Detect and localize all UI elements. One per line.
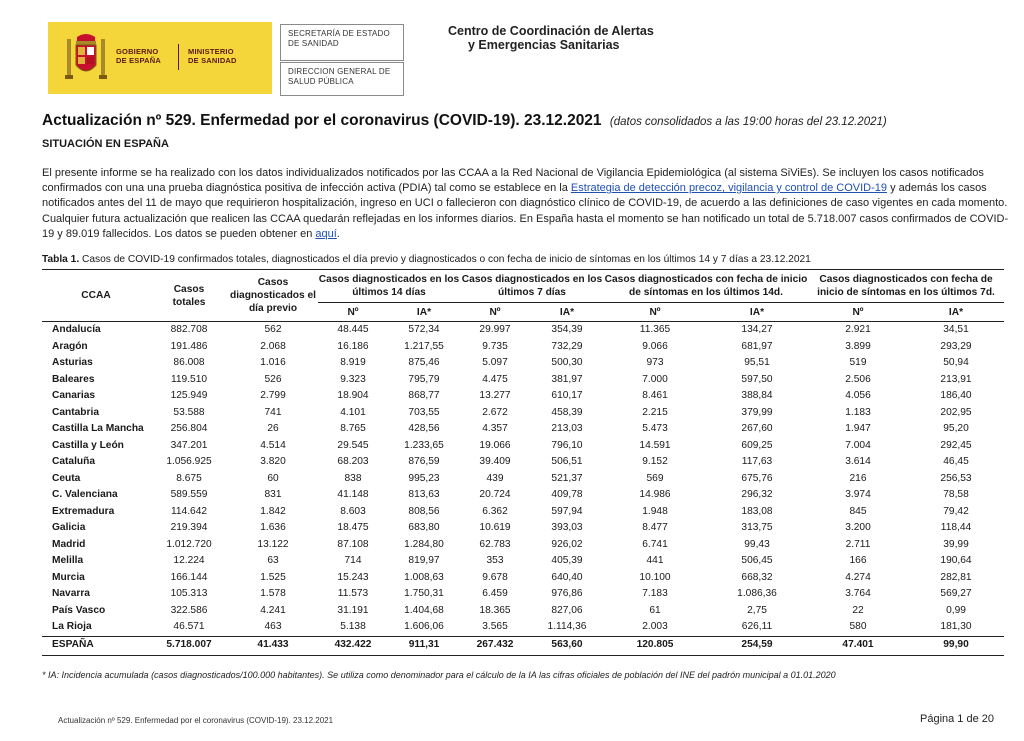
value-cell: 313,75 bbox=[741, 522, 773, 533]
value-cell: 4.101 bbox=[340, 406, 366, 418]
value-cell: 2.711 bbox=[845, 538, 871, 550]
value-cell: 353 bbox=[486, 555, 504, 566]
value-cell: 322.586 bbox=[170, 604, 208, 616]
value-cell: 41.148 bbox=[337, 489, 369, 500]
value-cell: 8.919 bbox=[340, 357, 366, 368]
value-cell: 13.122 bbox=[257, 538, 289, 550]
value-cell: 12.224 bbox=[173, 555, 205, 566]
value-cell: 813,63 bbox=[408, 489, 440, 500]
ccaa-name-cell: Cantabria bbox=[52, 406, 99, 418]
data-source-link[interactable]: aquí bbox=[315, 227, 337, 240]
value-cell: 838 bbox=[344, 472, 362, 484]
value-cell: 119.510 bbox=[170, 373, 208, 385]
value-cell: 1.842 bbox=[260, 505, 286, 517]
value-cell: 256.804 bbox=[170, 423, 208, 434]
ccaa-name-cell: Extremadura bbox=[52, 505, 115, 517]
center-title-line-1: Centro de Coordinación de Alertas bbox=[448, 24, 654, 38]
ccaa-name-cell: La Rioja bbox=[52, 621, 92, 632]
value-cell: 8.477 bbox=[642, 522, 668, 533]
value-cell: 14.591 bbox=[639, 439, 671, 451]
value-cell: 6.362 bbox=[482, 505, 508, 517]
total-value-cell: 254,59 bbox=[706, 636, 808, 655]
ccaa-name-cell: Aragón bbox=[52, 340, 88, 352]
value-cell: 562 bbox=[264, 324, 282, 335]
value-cell: 78,58 bbox=[943, 489, 969, 500]
table-row bbox=[42, 372, 1004, 389]
value-cell: 2.003 bbox=[642, 621, 668, 632]
value-cell: 500,30 bbox=[551, 357, 583, 368]
table-row bbox=[42, 520, 1004, 537]
table-body bbox=[42, 322, 1004, 637]
page-title-subtitle: (datos consolidados a las 19:00 horas del 23.12.2021) bbox=[609, 116, 887, 128]
table-row bbox=[42, 603, 1004, 620]
intro-paragraph bbox=[42, 166, 1017, 242]
header-prev-day: Casos diagnosticados el día previo bbox=[228, 270, 318, 322]
section-title: SITUACIÓN EN ESPAÑA bbox=[42, 138, 169, 150]
page-number: Página 1 de 20 bbox=[920, 713, 995, 725]
value-cell: 79,42 bbox=[943, 505, 969, 517]
value-cell: 4.475 bbox=[482, 373, 508, 385]
value-cell: 347.201 bbox=[170, 439, 208, 451]
value-cell: 609,25 bbox=[741, 439, 773, 451]
value-cell: 282,81 bbox=[940, 571, 972, 583]
value-cell: 831 bbox=[264, 489, 282, 500]
table-row bbox=[42, 421, 1004, 438]
value-cell: 597,50 bbox=[741, 373, 773, 385]
value-cell: 714 bbox=[344, 555, 362, 566]
value-cell: 675,76 bbox=[741, 472, 773, 484]
center-title-line-2: y Emergencias Sanitarias bbox=[468, 38, 620, 52]
value-cell: 882.708 bbox=[170, 324, 208, 335]
value-cell: 845 bbox=[849, 505, 867, 517]
value-cell: 1.233,65 bbox=[404, 439, 444, 451]
ccaa-name-cell: Canarias bbox=[52, 390, 96, 401]
table-caption-label: Tabla 1. bbox=[42, 254, 80, 265]
value-cell: 1.012.720 bbox=[166, 538, 212, 550]
value-cell: 1.217,55 bbox=[404, 340, 444, 352]
government-label bbox=[116, 47, 161, 65]
ccaa-name-cell: País Vasco bbox=[52, 604, 106, 616]
value-cell: 354,39 bbox=[551, 324, 583, 335]
header-sym7: Casos diagnosticados con fecha de inicio de síntomas en los últimos 7d. bbox=[808, 270, 1004, 303]
value-cell: 1.183 bbox=[845, 406, 871, 418]
value-cell: 409,78 bbox=[551, 489, 583, 500]
logo-divider bbox=[178, 44, 179, 70]
value-cell: 86.008 bbox=[173, 357, 205, 368]
ccaa-name-cell: Baleares bbox=[52, 373, 95, 385]
ccaa-name-cell: Galicia bbox=[52, 522, 86, 533]
value-cell: 381,97 bbox=[551, 373, 583, 385]
value-cell: 296,32 bbox=[741, 489, 773, 500]
table-footnote: * IA: Incidencia acumulada (casos diagnosticados/100.000 habitantes). Se utiliza como denominador para el cálculo de la IA las cifras oficiales de población del INE del padrón municipal a 01.01.2020 bbox=[42, 670, 836, 680]
value-cell: 1.606,06 bbox=[404, 621, 444, 632]
total-row bbox=[42, 636, 1004, 655]
value-cell: 118,44 bbox=[940, 522, 972, 533]
value-cell: 99,43 bbox=[744, 538, 770, 550]
value-cell: 3.974 bbox=[845, 489, 871, 500]
value-cell: 10.100 bbox=[639, 571, 671, 583]
value-cell: 1.404,68 bbox=[404, 604, 444, 616]
table-row bbox=[42, 454, 1004, 471]
value-cell: 875,46 bbox=[408, 357, 440, 368]
value-cell: 9.066 bbox=[642, 340, 668, 352]
page-title bbox=[42, 112, 887, 130]
value-cell: 5.138 bbox=[340, 621, 366, 632]
secretaria-line-2: DE SANIDAD bbox=[288, 39, 339, 48]
value-cell: 995,23 bbox=[408, 472, 440, 484]
covid-cases-table bbox=[42, 269, 1004, 656]
value-cell: 39,99 bbox=[943, 538, 969, 550]
value-cell: 926,02 bbox=[551, 538, 583, 550]
value-cell: 19.066 bbox=[479, 439, 511, 451]
value-cell: 125.949 bbox=[170, 390, 208, 401]
table-row bbox=[42, 471, 1004, 488]
value-cell: 572,34 bbox=[408, 324, 440, 335]
ccaa-name-cell: Castilla y León bbox=[52, 439, 124, 451]
value-cell: 795,79 bbox=[408, 373, 440, 385]
value-cell: 14.986 bbox=[639, 489, 671, 500]
value-cell: 7.183 bbox=[642, 588, 668, 599]
value-cell: 219.394 bbox=[170, 522, 208, 533]
value-cell: 1.086,36 bbox=[737, 588, 777, 599]
header-n: Nº bbox=[318, 303, 388, 322]
total-value-cell: 41.433 bbox=[228, 636, 318, 655]
value-cell: 681,97 bbox=[741, 340, 773, 352]
gov-line-2: DE ESPAÑA bbox=[116, 56, 162, 65]
value-cell: 48.445 bbox=[337, 324, 369, 335]
value-cell: 8.461 bbox=[642, 390, 668, 401]
value-cell: 3.565 bbox=[482, 621, 508, 632]
header-ia: IA* bbox=[706, 303, 808, 322]
value-cell: 439 bbox=[486, 472, 504, 484]
ccaa-name-cell: Cataluña bbox=[52, 456, 96, 467]
paragraph-text-1: El presente informe se ha realizado con los datos individualizados notificados por las CCAA a la Red Nacional de Vigilancia Epidemiológica (al sistema SiViEs). Se incluyen los casos notificados confirmados con una una prueba diagnóstica positiva de infección activa (PDIA) tal como se establece en la bbox=[42, 167, 984, 195]
value-cell: 569 bbox=[646, 472, 664, 484]
value-cell: 626,11 bbox=[741, 621, 773, 632]
value-cell: 597,94 bbox=[551, 505, 583, 517]
coat-of-arms-icon bbox=[64, 31, 108, 83]
value-cell: 4.357 bbox=[482, 423, 508, 434]
table-row bbox=[42, 405, 1004, 422]
value-cell: 31.191 bbox=[337, 604, 369, 616]
value-cell: 9.152 bbox=[642, 456, 668, 467]
value-cell: 1.008,63 bbox=[404, 571, 444, 583]
value-cell: 60 bbox=[267, 472, 279, 484]
value-cell: 388,84 bbox=[741, 390, 773, 401]
value-cell: 39.409 bbox=[479, 456, 511, 467]
ccaa-name-cell: Castilla La Mancha bbox=[52, 423, 144, 434]
value-cell: 61 bbox=[649, 604, 661, 616]
value-cell: 1.525 bbox=[260, 571, 286, 583]
value-cell: 166.144 bbox=[170, 571, 208, 583]
value-cell: 441 bbox=[646, 555, 664, 566]
total-label-cell: ESPAÑA bbox=[42, 636, 150, 655]
value-cell: 506,45 bbox=[741, 555, 773, 566]
value-cell: 181,30 bbox=[940, 621, 972, 632]
paragraph-text-3: . bbox=[336, 227, 340, 240]
value-cell: 53.588 bbox=[173, 406, 205, 418]
value-cell: 8.675 bbox=[176, 472, 202, 484]
value-cell: 808,56 bbox=[408, 505, 440, 517]
value-cell: 2.921 bbox=[845, 324, 871, 335]
total-value-cell: 99,90 bbox=[908, 636, 1004, 655]
value-cell: 7.004 bbox=[845, 439, 871, 451]
header-n: Nº bbox=[808, 303, 908, 322]
header-ia: IA* bbox=[530, 303, 604, 322]
ccaa-name-cell: C. Valenciana bbox=[52, 489, 118, 500]
value-cell: 213,03 bbox=[551, 423, 583, 434]
value-cell: 610,17 bbox=[551, 390, 583, 401]
value-cell: 50,94 bbox=[943, 357, 969, 368]
value-cell: 95,20 bbox=[943, 423, 969, 434]
value-cell: 3.614 bbox=[845, 456, 871, 467]
value-cell: 463 bbox=[264, 621, 282, 632]
value-cell: 683,80 bbox=[408, 522, 440, 533]
value-cell: 18.475 bbox=[337, 522, 369, 533]
strategy-link[interactable]: Estrategia de detección precoz, vigilancia y control de COVID-19 bbox=[570, 182, 888, 195]
value-cell: 741 bbox=[264, 406, 282, 418]
header-sym14: Casos diagnosticados con fecha de inicio de síntomas en los últimos 14d. bbox=[604, 270, 808, 303]
value-cell: 6.741 bbox=[642, 538, 668, 550]
value-cell: 1.114,36 bbox=[547, 621, 587, 632]
value-cell: 796,10 bbox=[551, 439, 583, 451]
secretaria-line-1: SECRETARÍA DE ESTADO bbox=[288, 29, 390, 38]
direccion-line-2: SALUD PÚBLICA bbox=[288, 77, 354, 86]
value-cell: 732,29 bbox=[551, 340, 583, 352]
value-cell: 183,08 bbox=[741, 505, 773, 517]
ccaa-name-cell: Andalucía bbox=[52, 324, 101, 335]
value-cell: 256,53 bbox=[940, 472, 972, 484]
ccaa-name-cell: Melilla bbox=[52, 555, 84, 566]
value-cell: 18.904 bbox=[337, 390, 369, 401]
table-row bbox=[42, 537, 1004, 554]
value-cell: 105.313 bbox=[170, 588, 208, 599]
value-cell: 819,97 bbox=[408, 555, 440, 566]
value-cell: 63 bbox=[267, 555, 279, 566]
table-row bbox=[42, 322, 1004, 339]
value-cell: 521,37 bbox=[551, 472, 583, 484]
table-row bbox=[42, 388, 1004, 405]
secretaria-box bbox=[280, 24, 404, 61]
value-cell: 26 bbox=[267, 423, 279, 434]
value-cell: 2.215 bbox=[642, 406, 668, 418]
value-cell: 18.365 bbox=[479, 604, 511, 616]
value-cell: 6.459 bbox=[482, 588, 508, 599]
header-diag14: Casos diagnosticados en los últimos 14 días bbox=[318, 270, 460, 303]
value-cell: 5.473 bbox=[642, 423, 668, 434]
value-cell: 11.573 bbox=[337, 588, 369, 599]
table-row bbox=[42, 504, 1004, 521]
value-cell: 134,27 bbox=[741, 324, 773, 335]
value-cell: 519 bbox=[849, 357, 867, 368]
value-cell: 292,45 bbox=[940, 439, 972, 451]
value-cell: 202,95 bbox=[940, 406, 972, 418]
value-cell: 15.243 bbox=[337, 571, 369, 583]
value-cell: 1.016 bbox=[260, 357, 286, 368]
total-value-cell: 5.718.007 bbox=[150, 636, 228, 655]
value-cell: 3.764 bbox=[845, 588, 871, 599]
table-row bbox=[42, 570, 1004, 587]
value-cell: 87.108 bbox=[337, 538, 369, 550]
value-cell: 569,27 bbox=[940, 588, 972, 599]
value-cell: 9.323 bbox=[340, 373, 366, 385]
ccaa-name-cell: Navarra bbox=[52, 588, 90, 599]
value-cell: 191.486 bbox=[170, 340, 208, 352]
table-caption bbox=[42, 254, 811, 265]
ccaa-name-cell: Murcia bbox=[52, 571, 85, 583]
total-value-cell: 120.805 bbox=[604, 636, 706, 655]
value-cell: 668,32 bbox=[741, 571, 773, 583]
value-cell: 29.997 bbox=[479, 324, 511, 335]
value-cell: 13.277 bbox=[479, 390, 511, 401]
value-cell: 9.678 bbox=[482, 571, 508, 583]
direccion-line-1: DIRECCION GENERAL DE bbox=[288, 67, 391, 76]
value-cell: 827,06 bbox=[551, 604, 583, 616]
header-n: Nº bbox=[460, 303, 530, 322]
value-cell: 293,29 bbox=[940, 340, 972, 352]
value-cell: 190,64 bbox=[940, 555, 972, 566]
value-cell: 1.578 bbox=[260, 588, 286, 599]
value-cell: 68.203 bbox=[337, 456, 369, 467]
value-cell: 10.619 bbox=[479, 522, 511, 533]
value-cell: 7.000 bbox=[642, 373, 668, 385]
value-cell: 868,77 bbox=[408, 390, 440, 401]
ministry-line-1: MINISTERIO bbox=[188, 47, 234, 56]
total-value-cell: 47.401 bbox=[808, 636, 908, 655]
value-cell: 428,56 bbox=[408, 423, 440, 434]
header-total: Casos totales bbox=[150, 270, 228, 322]
value-cell: 3.820 bbox=[260, 456, 286, 467]
value-cell: 393,03 bbox=[551, 522, 583, 533]
value-cell: 405,39 bbox=[551, 555, 583, 566]
value-cell: 46.571 bbox=[173, 621, 205, 632]
value-cell: 11.365 bbox=[639, 324, 671, 335]
value-cell: 976,86 bbox=[551, 588, 583, 599]
table-row bbox=[42, 339, 1004, 356]
value-cell: 580 bbox=[849, 621, 867, 632]
value-cell: 640,40 bbox=[551, 571, 583, 583]
value-cell: 458,39 bbox=[551, 406, 583, 418]
value-cell: 95,51 bbox=[744, 357, 770, 368]
direccion-box bbox=[280, 62, 404, 96]
value-cell: 29.545 bbox=[337, 439, 369, 451]
gov-line-1: GOBIERNO bbox=[116, 47, 159, 56]
value-cell: 16.186 bbox=[337, 340, 369, 352]
header-n: Nº bbox=[604, 303, 706, 322]
value-cell: 589.559 bbox=[170, 489, 208, 500]
total-value-cell: 267.432 bbox=[460, 636, 530, 655]
ccaa-name-cell: Ceuta bbox=[52, 472, 81, 484]
value-cell: 22 bbox=[852, 604, 864, 616]
total-value-cell: 563,60 bbox=[530, 636, 604, 655]
value-cell: 4.056 bbox=[845, 390, 871, 401]
value-cell: 526 bbox=[264, 373, 282, 385]
value-cell: 1.947 bbox=[845, 423, 871, 434]
table-row bbox=[42, 553, 1004, 570]
value-cell: 4.514 bbox=[260, 439, 286, 451]
value-cell: 1.636 bbox=[260, 522, 286, 533]
value-cell: 2.068 bbox=[260, 340, 286, 352]
value-cell: 0,99 bbox=[946, 604, 966, 616]
value-cell: 1.948 bbox=[642, 505, 668, 517]
value-cell: 46,45 bbox=[943, 456, 969, 467]
value-cell: 34,51 bbox=[943, 324, 969, 335]
header-ia: IA* bbox=[908, 303, 1004, 322]
value-cell: 8.765 bbox=[340, 423, 366, 434]
ministry-label bbox=[188, 47, 237, 65]
value-cell: 3.899 bbox=[845, 340, 871, 352]
value-cell: 216 bbox=[849, 472, 867, 484]
value-cell: 267,60 bbox=[741, 423, 773, 434]
value-cell: 1.750,31 bbox=[404, 588, 444, 599]
value-cell: 117,63 bbox=[741, 456, 773, 467]
ccaa-name-cell: Asturias bbox=[52, 357, 93, 368]
total-value-cell: 432.422 bbox=[318, 636, 388, 655]
value-cell: 876,59 bbox=[408, 456, 440, 467]
value-cell: 2.672 bbox=[482, 406, 508, 418]
value-cell: 1.056.925 bbox=[166, 456, 212, 467]
header-ccaa: CCAA bbox=[42, 270, 150, 322]
value-cell: 9.735 bbox=[482, 340, 508, 352]
value-cell: 379,99 bbox=[741, 406, 773, 418]
ministry-line-2: DE SANIDAD bbox=[188, 56, 237, 65]
value-cell: 114.642 bbox=[170, 505, 208, 517]
table-row bbox=[42, 487, 1004, 504]
value-cell: 3.200 bbox=[845, 522, 871, 533]
value-cell: 186,40 bbox=[940, 390, 972, 401]
value-cell: 506,51 bbox=[551, 456, 583, 467]
ccaa-name-cell: Madrid bbox=[52, 538, 86, 550]
table-row bbox=[42, 438, 1004, 455]
value-cell: 703,55 bbox=[408, 406, 440, 418]
footer-document-title: Actualización nº 529. Enfermedad por el coronavirus (COVID-19). 23.12.2021 bbox=[58, 716, 334, 725]
header-ia: IA* bbox=[388, 303, 460, 322]
value-cell: 20.724 bbox=[479, 489, 511, 500]
header-diag7: Casos diagnosticados en los últimos 7 días bbox=[460, 270, 604, 303]
value-cell: 2,75 bbox=[747, 604, 767, 616]
value-cell: 2.506 bbox=[845, 373, 871, 385]
value-cell: 4.241 bbox=[260, 604, 286, 616]
table-caption-text: Casos de COVID-19 confirmados totales, diagnosticados el día previo y diagnosticados o con fecha de inicio de síntomas en los últimos 14 y 7 días a 23.12.2021 bbox=[79, 254, 811, 265]
paragraph-text-2: y además los casos notificados antes del 11 de mayo que requirieron hospitalización, ingreso en UCI o fallecieron con diagnóstico clínico de COVID-19, de acuerdo a las definiciones de caso vigentes en cada momento. Cualquier futura actualización que realicen las CCAA quedarán reflejadas en los informes diarios. En España hasta el momento se han notificado un total de 5.718.007 casos confirmados de COVID-19 y 89.019 fallecidos. Los datos se pueden obtener en bbox=[42, 182, 1009, 240]
value-cell: 2.799 bbox=[260, 390, 286, 401]
table-row bbox=[42, 355, 1004, 372]
value-cell: 8.603 bbox=[340, 505, 366, 517]
value-cell: 166 bbox=[849, 555, 867, 566]
table-row bbox=[42, 586, 1004, 603]
table-row bbox=[42, 619, 1004, 636]
center-title bbox=[448, 24, 654, 52]
value-cell: 213,91 bbox=[940, 373, 972, 385]
value-cell: 4.274 bbox=[845, 571, 871, 583]
value-cell: 62.783 bbox=[479, 538, 511, 550]
total-value-cell: 911,31 bbox=[388, 636, 460, 655]
page-title-main: Actualización nº 529. Enfermedad por el coronavirus (COVID-19). 23.12.2021 bbox=[42, 112, 602, 129]
value-cell: 973 bbox=[646, 357, 664, 368]
value-cell: 1.284,80 bbox=[404, 538, 444, 550]
value-cell: 5.097 bbox=[482, 357, 508, 368]
